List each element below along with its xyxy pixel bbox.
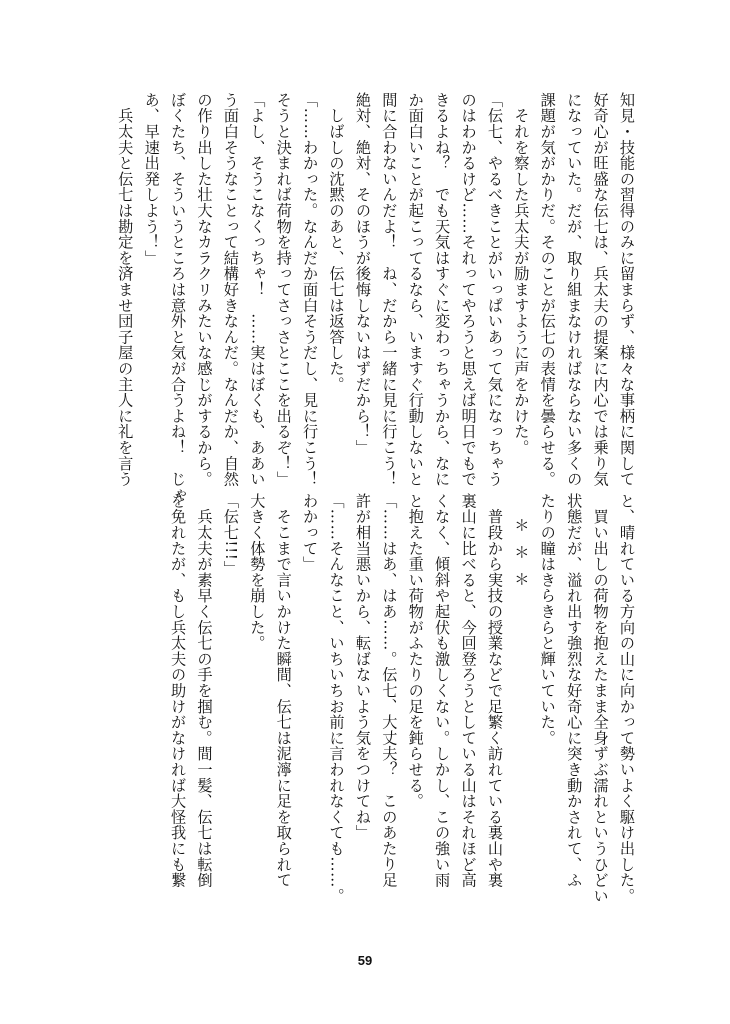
text-column: 間に合わないんだよ！ ね、だから一緒に見に行こう！ xyxy=(380,92,399,487)
text-column: たりの瞳はきらきらと輝いていた。 xyxy=(538,493,557,746)
upper-text-block xyxy=(112,92,640,507)
text-column: のはわかるけど……それってやろうと思えば明日でもで xyxy=(459,92,478,487)
text-column: 課題が気がかりだ。そのことが伝七の表情を曇らせる。 xyxy=(538,92,557,487)
text-column: 「伝七!!!」 xyxy=(221,493,240,577)
text-column: わかって」 xyxy=(301,493,320,572)
text-column: 絶対、絶対、そのほうが後悔しないはずだから！」 xyxy=(353,92,372,456)
text-column: を免れたが、もし兵太夫の助けがなければ大怪我にも繋 xyxy=(169,493,188,888)
text-column: 許が相当悪いから、転ばないよう気をつけてね」 xyxy=(353,493,372,841)
text-column: 好奇心が旺盛な伝七は、兵太夫の提案に内心では乗り気 xyxy=(591,92,610,487)
text-column: 兵太夫が素早く伝七の手を掴む。間一髪、伝七は転倒 xyxy=(195,493,214,888)
text-column: 「……はあ、はあ……。伝七、大丈夫？ このあたり足 xyxy=(380,493,399,888)
text-column: になっていた。だが、取り組まなければならない多くの xyxy=(565,92,584,487)
text-column: あ、早速出発しよう！」 xyxy=(142,92,161,266)
text-column: と、晴れている方向の山に向かって勢いよく駆け出した。 xyxy=(618,493,636,904)
text-column: と抱えた重い荷物がふたりの足を鈍らせる。 xyxy=(406,493,425,809)
text-column: 「……わかった。なんだか面白そうだし、見に行こう！ xyxy=(301,92,320,487)
text-column: きるよね？ でも天気はすぐに変わっちゃうから、なに xyxy=(433,92,452,487)
text-column: の作り出した壮大なカラクリみたいな感じがするから。 xyxy=(195,92,214,487)
text-column: 状態だが、溢れ出す強烈な好奇心に突き動かされて、ふ xyxy=(565,493,584,888)
text-column: 普段から実技の授業などで足繁く訪れている裏山や裏 xyxy=(485,493,504,888)
text-column: う面白そうなことって結構好きなんだ。なんだか、自然 xyxy=(221,92,240,487)
text-column: ぼくたち、そういうところは意外と気が合うよね！ じゃ xyxy=(169,92,188,503)
lower-text-block xyxy=(165,493,640,921)
text-column: 買い出しの荷物を抱えたまま全身ずぶ濡れというひどい xyxy=(591,493,610,904)
text-column: 知見・技能の習得のみに留まらず、様々な事柄に関して xyxy=(618,92,636,487)
text-column: 「伝七、やるべきことがいっぱいあって気になっちゃう xyxy=(485,92,504,487)
text-column: か面白いことが起こってるなら、いますぐ行動しないと xyxy=(406,92,425,487)
scene-break-asterisks: ＊＊＊ xyxy=(512,517,531,599)
text-column: 「……そんなこと、いちいちお前に言われなくても……。 xyxy=(327,493,346,904)
text-column: 「よし、そうこなくっちゃ！ ……実はぼくも、ああい xyxy=(248,92,267,487)
text-column: それを察した兵太夫が励ますように声をかけた。 xyxy=(512,92,531,456)
text-column: 兵太夫と伝七は勘定を済ませ団子屋の主人に礼を言う xyxy=(116,92,135,487)
text-column: しばしの沈黙のあと、伝七は返答した。 xyxy=(327,92,346,393)
text-column: 裏山に比べると、今回登ろうとしている山はそれほど高 xyxy=(459,493,478,888)
text-column: くなく、傾斜や起伏も激しくない。しかし、この強い雨 xyxy=(433,493,452,888)
text-column: 大きく体勢を崩した。 xyxy=(248,493,267,651)
page-number: 59 xyxy=(357,953,373,968)
text-column: そうと決まれば荷物を持ってさっさとここを出るぞ！」 xyxy=(274,92,293,487)
text-column: そこまで言いかけた瞬間、伝七は泥濘に足を取られて xyxy=(274,493,293,888)
